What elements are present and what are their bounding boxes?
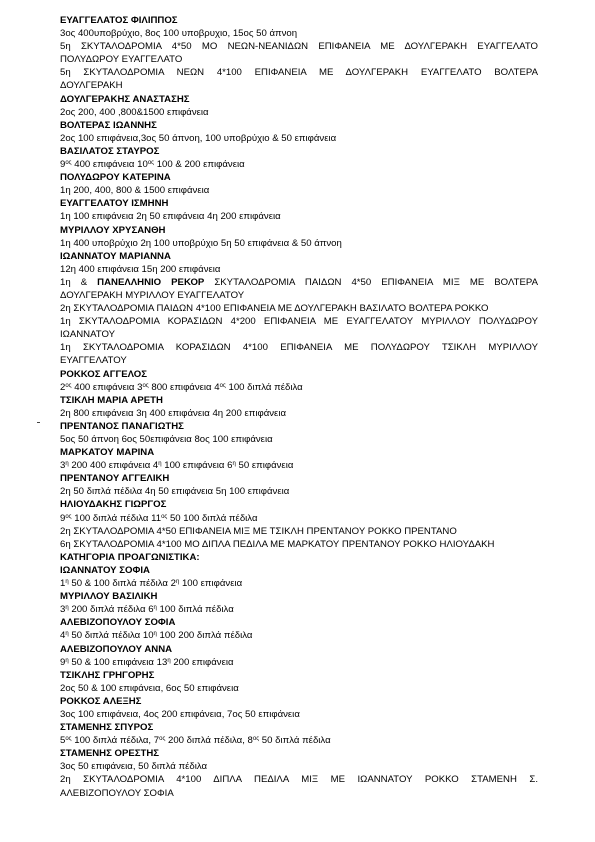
text-segment: 5η ΣΚΥΤΑΛΟΔΡΟΜΙΑ ΝΕΩΝ 4*100 ΕΠΙΦΑΝΕΙΑ ΜΕ ΔΟΥΛΓΕΡΑΚΗ ΕΥΑΓΓΕΛΑΤΟ ΒΟΛΤΕΡΑ	[60, 67, 538, 79]
athlete-name-heading	[60, 224, 538, 237]
text-segment: ΠΟΛΥΔΩΡΟΥ ΚΑΤΕΡΙΝΑ	[60, 172, 171, 184]
text-segment: ΑΛΕΒΙΖΟΠΟΥΛΟΥ ΑΝΝΑ	[60, 643, 173, 655]
ordinal-suffix: η	[167, 657, 171, 664]
athlete-name-heading	[60, 394, 538, 407]
text-segment: 3ος 50 επιφάνεια, 50 διπλά πέδιλα	[60, 761, 208, 773]
ordinal-suffix: η	[65, 631, 69, 638]
text-segment: 3ος 100 επιφάνεια, 4ος 200 επιφάνεια, 7ος 50 επιφάνεια	[60, 708, 300, 720]
result-line	[60, 603, 538, 616]
ordinal-suffix: η	[153, 631, 157, 638]
text-segment: 3	[60, 604, 66, 616]
athlete-name-heading	[60, 721, 538, 734]
text-segment: ΠΡΕΝΤΑΝΟΣ ΠΑΝΑΓΙΩΤΗΣ	[60, 420, 184, 432]
text-segment: ΔΟΥΛΓΕΡΑΚΗΣ ΑΝΑΣΤΑΣΗΣ	[60, 93, 190, 105]
text-segment: ΜΥΡΙΛΛΟΥ ΧΡΥΣΑΝΘΗ	[60, 224, 166, 236]
athlete-name-heading	[60, 14, 538, 27]
text-segment: 9	[60, 159, 66, 171]
text-segment: 1η ΣΚΥΤΑΛΟΔΡΟΜΙΑ ΚΟΡΑΣΙΔΩΝ 4*200 ΕΠΙΦΑΝΕΙΑ ΜΕ ΕΥΑΓΓΕΛΑΤΟΥ ΜΥΡΙΛΛΟΥ ΠΟΛΥΔΩΡΟΥ	[60, 316, 538, 328]
result-line	[60, 341, 538, 354]
result-line	[60, 158, 538, 171]
athlete-name-heading	[60, 368, 538, 381]
result-line	[60, 485, 538, 498]
ordinal-suffix: ος	[142, 382, 149, 389]
text-segment: 9	[60, 512, 66, 524]
text-segment: 1η ΣΚΥΤΑΛΟΔΡΟΜΙΑ ΚΟΡΑΣΙΔΩΝ 4*100 ΕΠΙΦΑΝΕΙΑ ΜΕ ΠΟΛΥΔΩΡΟΥ ΤΣΙΚΛΗ ΜΥΡΙΛΛΟΥ	[60, 342, 538, 354]
athlete-name-heading	[60, 616, 538, 629]
text-segment: 50 & 100 διπλά πέδιλα 2	[68, 578, 176, 590]
result-line	[60, 328, 538, 341]
text-segment: ΔΟΥΛΓΕΡΑΚΗ ΜΥΡΙΛΛΟΥ ΕΥΑΓΓΕΛΑΤΟΥ	[60, 289, 245, 301]
ordinal-suffix: ος	[147, 160, 155, 167]
text-segment: ΒΑΣΙΛΑΤΟΣ ΣΤΑΥΡΟΣ	[60, 145, 160, 157]
text-segment: 800 επιφάνεια 4	[148, 381, 220, 393]
text-segment: ΡΟΚΚΟΣ ΑΓΓΕΛΟΣ	[60, 368, 148, 380]
result-line	[60, 210, 538, 223]
result-line	[60, 708, 538, 721]
text-segment: ΣΚΥΤΑΛΟΔΡΟΜΙΑ ΠΑΙΔΩΝ 4*50 ΕΠΙΦΑΝΕΙΑ ΜΙΞ ΜΕ ΒΟΛΤΕΡΑ	[204, 276, 538, 288]
text-segment: ΕΥΑΓΓΕΛΑΤΟΣ ΦΙΛΙΠΠΟΣ	[60, 15, 178, 26]
result-line	[60, 237, 538, 250]
athlete-name-heading	[60, 747, 538, 760]
text-segment: 100 διπλά πέδιλα	[225, 381, 303, 393]
result-line	[60, 773, 538, 786]
text-segment: ΜΥΡΙΛΛΟΥ ΒΑΣΙΛΙΚΗ	[60, 591, 158, 603]
result-line	[60, 66, 538, 79]
result-line	[60, 407, 538, 420]
ordinal-suffix: η	[158, 461, 162, 468]
result-line	[60, 184, 538, 197]
text-segment: ΑΛΕΒΙΖΟΠΟΥΛΟΥ ΣΟΦΙΑ	[60, 617, 176, 629]
text-segment: 5	[60, 735, 66, 747]
athlete-name-heading	[60, 446, 538, 459]
result-line	[60, 734, 538, 747]
result-line	[60, 682, 538, 695]
text-segment: ΔΟΥΛΓΕΡΑΚΗ	[60, 80, 123, 92]
text-segment: ΜΑΡΚΑΤΟΥ ΜΑΡΙΝΑ	[60, 447, 155, 459]
text-segment: 2ος 100 επιφάνεια,3ος 50 άπνοη, 100 υποβρύχιο & 50 επιφάνεια	[60, 132, 337, 144]
ordinal-suffix: η	[153, 605, 157, 612]
ordinal-suffix: η	[65, 605, 69, 612]
ordinal-suffix: η	[65, 461, 69, 468]
result-line	[60, 263, 538, 276]
result-line	[60, 27, 538, 40]
result-line	[60, 302, 538, 315]
athlete-name-heading	[60, 472, 538, 485]
text-segment: 100 επιφάνεια 6	[161, 460, 233, 472]
result-line	[60, 538, 538, 551]
result-line	[60, 354, 538, 367]
text-segment: ΑΛΕΒΙΖΟΠΟΥΛΟΥ ΣΟΦΙΑ	[60, 787, 174, 799]
text-segment: 2η ΣΚΥΤΑΛΟΔΡΟΜΙΑ 4*100 ΔΙΠΛΑ ΠΕΔΙΛΑ ΜΙΞ ΜΕ ΙΩΑΝΝΑΤΟΥ ΡΟΚΚΟ ΣΤΑΜΕΝΗ Σ.	[60, 774, 538, 786]
athlete-name-heading	[60, 197, 538, 210]
result-line	[60, 629, 538, 642]
result-line	[60, 53, 538, 66]
athlete-name-heading	[60, 119, 538, 132]
text-segment: ΙΩΑΝΝΑΤΟΥ	[60, 329, 116, 341]
result-line	[60, 459, 538, 472]
text-segment: 100 διπλά πέδιλα, 7	[71, 735, 160, 747]
text-segment: 200 διπλά πέδιλα 6	[68, 604, 154, 616]
text-segment: ΣΤΑΜΕΝΗΣ ΟΡΕΣΤΗΣ	[60, 748, 160, 760]
result-line	[60, 512, 538, 525]
text-segment: ΠΡΕΝΤΑΝΟΥ ΑΓΓΕΛΙΚΗ	[60, 473, 170, 485]
ordinal-suffix: η	[232, 461, 236, 468]
athlete-name-heading	[60, 250, 538, 263]
text-segment: 12η 400 επιφάνεια 15η 200 επιφάνεια	[60, 263, 221, 275]
ordinal-suffix: ος	[159, 736, 166, 743]
ordinal-suffix: ος	[219, 382, 226, 389]
text-segment: 100 διπλά πέδιλα	[156, 604, 234, 616]
margin-mark	[37, 422, 40, 423]
result-line	[60, 787, 538, 800]
result-line	[60, 525, 538, 538]
result-line	[60, 656, 538, 669]
ordinal-suffix: ος	[252, 736, 260, 743]
text-segment: ΤΣΙΚΛΗ ΜΑΡΙΑ ΑΡΕΤΗ	[60, 394, 163, 406]
text-segment: 100 διπλά πέδιλα 11	[71, 512, 162, 524]
text-segment: 1η 200, 400, 800 & 1500 επιφάνεια	[60, 185, 210, 197]
text-segment: 2η ΣΚΥΤΑΛΟΔΡΟΜΙΑ 4*50 ΕΠΙΦΑΝΕΙΑ ΜΙΞ ΜΕ ΤΣΙΚΛΗ ΠΡΕΝΤΑΝΟΥ ΡΟΚΚΟ ΠΡΕΝΤΑΝΟ	[60, 525, 457, 537]
ordinal-suffix: η	[65, 579, 69, 586]
ordinal-suffix: ος	[65, 382, 72, 389]
text-segment: 400 επιφάνεια 10	[71, 159, 148, 171]
text-segment: 5ος 50 άπνοη 6ος 50επιφάνεια 8ος 100 επιφάνεια	[60, 434, 273, 445]
text-segment: 100 επιφάνεια	[179, 578, 243, 590]
ordinal-suffix: ος	[65, 736, 72, 743]
athlete-name-heading	[60, 643, 538, 656]
text-segment: ΠΟΛΥΔΩΡΟΥ ΕΥΑΓΓΕΛΑΤΟ	[60, 54, 183, 66]
text-segment: 2η 50 διπλά πέδιλα 4η 50 επιφάνεια 5η 100 επιφάνεια	[60, 486, 290, 498]
text-segment: ΒΟΛΤΕΡΑΣ ΙΩΑΝΝΗΣ	[60, 119, 157, 131]
athlete-name-heading	[60, 590, 538, 603]
ordinal-suffix: ος	[161, 513, 168, 520]
text-segment: 6η ΣΚΥΤΑΛΟΔΡΟΜΙΑ 4*100 ΜΟ ΔΙΠΛΑ ΠΕΔΙΛΑ ΜΕ ΜΑΡΚΑΤΟΥ ΠΡΕΝΤΑΝΟΥ ΡΟΚΚΟ ΗΛΙΟΥΔΑΚΗ	[60, 538, 495, 550]
athlete-name-heading	[60, 564, 538, 577]
text-segment: 50 100 διπλά πέδιλα	[167, 512, 258, 524]
text-segment: ΗΛΙΟΥΔΑΚΗΣ ΓΙΩΡΓΟΣ	[60, 499, 167, 511]
text-segment: 9	[60, 656, 66, 668]
athlete-name-heading	[60, 93, 538, 106]
result-line	[60, 760, 538, 773]
ordinal-suffix: ος	[65, 160, 72, 167]
result-line	[60, 577, 538, 590]
text-segment: 5η ΣΚΥΤΑΛΟΔΡΟΜΙΑ 4*50 ΜΟ ΝΕΩΝ-ΝΕΑΝΙΔΩΝ ΕΠΙΦΑΝΕΙΑ ΜΕ ΔΟΥΛΓΕΡΑΚΗ ΕΥΑΓΓΕΛΑΤΟ	[60, 41, 538, 53]
text-segment: 1η 400 υποβρύχιο 2η 100 υποβρύχιο 5η 50 επιφάνεια & 50 άπνοη	[60, 237, 342, 249]
text-segment: ΙΩΑΝΝΑΤΟΥ ΣΟΦΙΑ	[60, 564, 150, 576]
text-segment: 200 διπλά πέδιλα, 8	[165, 735, 253, 747]
result-line	[60, 40, 538, 53]
athlete-name-heading	[60, 551, 538, 564]
athlete-name-heading	[60, 669, 538, 682]
text-segment: 50 διπλά πέδιλα 10	[68, 630, 154, 642]
result-line	[60, 381, 538, 394]
athlete-name-heading	[60, 145, 538, 158]
text-segment: 4	[60, 630, 66, 642]
result-line	[60, 433, 538, 446]
result-line	[60, 289, 538, 302]
text-segment: 2ος 200, 400 ,800&1500 επιφάνεια	[60, 106, 209, 118]
ordinal-suffix: η	[175, 579, 180, 586]
text-segment: 2	[60, 381, 66, 393]
text-segment: ΚΑΤΗΓΟΡΙΑ ΠΡΟΑΓΩΝΙΣΤΙΚΑ:	[60, 551, 200, 563]
text-segment: ΡΟΚΚΟΣ ΑΛΕΞΗΣ	[60, 695, 142, 707]
result-line	[60, 79, 538, 92]
text-segment: ΠΑΝΕΛΛΗΝΙΟ ΡΕΚΟΡ	[97, 276, 205, 288]
text-segment: ΕΥΑΓΓΕΛΑΤΟΥ ΙΣΜΗΝΗ	[60, 198, 169, 210]
athlete-name-heading	[60, 498, 538, 511]
text-segment: 1	[60, 578, 66, 590]
ordinal-suffix: ος	[65, 513, 72, 520]
athlete-name-heading	[60, 695, 538, 708]
text-segment: 100 200 διπλά πέδιλα	[156, 630, 253, 642]
text-segment: ΙΩΑΝΝΑΤΟΥ ΜΑΡΙΑΝΝΑ	[60, 250, 171, 262]
text-segment: 2η 800 επιφάνεια 3η 400 επιφάνεια 4η 200 επιφάνεια	[60, 407, 286, 419]
result-line	[60, 106, 538, 119]
text-segment: 200 επιφάνεια	[170, 656, 234, 668]
text-segment: ΣΤΑΜΕΝΗΣ ΣΠΥΡΟΣ	[60, 722, 154, 734]
document-page	[60, 14, 538, 800]
text-segment: 50 διπλά πέδιλα	[259, 735, 331, 747]
text-segment: 2η ΣΚΥΤΑΛΟΔΡΟΜΙΑ ΠΑΙΔΩΝ 4*100 ΕΠΙΦΑΝΕΙΑ ΜΕ ΔΟΥΛΓΕΡΑΚΗ ΒΑΣΙΛΑΤΟ ΒΟΛΤΕΡΑ ΡΟΚΚΟ	[60, 303, 489, 315]
athlete-name-heading	[60, 420, 538, 433]
text-segment: 3	[60, 460, 66, 472]
text-segment: 200 400 επιφάνεια 4	[68, 460, 159, 472]
text-segment: 50 επιφάνεια	[235, 460, 294, 472]
text-segment: 2ος 50 & 100 επιφάνεια, 6ος 50 επιφάνεια	[60, 682, 239, 694]
text-segment: 50 & 100 επιφάνεια 13	[68, 656, 168, 668]
result-line	[60, 276, 538, 289]
text-segment: ΕΥΑΓΓΕΛΑΤΟΥ	[60, 355, 127, 367]
result-line	[60, 132, 538, 145]
result-line	[60, 315, 538, 328]
text-segment: 1η &	[60, 276, 98, 288]
text-segment: 400 επιφάνεια 3	[71, 381, 143, 393]
athlete-name-heading	[60, 171, 538, 184]
text-segment: 1η 100 επιφάνεια 2η 50 επιφάνεια 4η 200 επιφάνεια	[60, 211, 281, 223]
ordinal-suffix: η	[65, 657, 69, 664]
text-segment: ΤΣΙΚΛΗΣ ΓΡΗΓΟΡΗΣ	[60, 669, 155, 681]
text-segment: 3ος 400υποβρύχιο, 8ος 100 υποβρυχιο, 15ος 50 άπνοη	[60, 28, 298, 40]
text-segment: 100 & 200 επιφάνεια	[154, 159, 245, 171]
